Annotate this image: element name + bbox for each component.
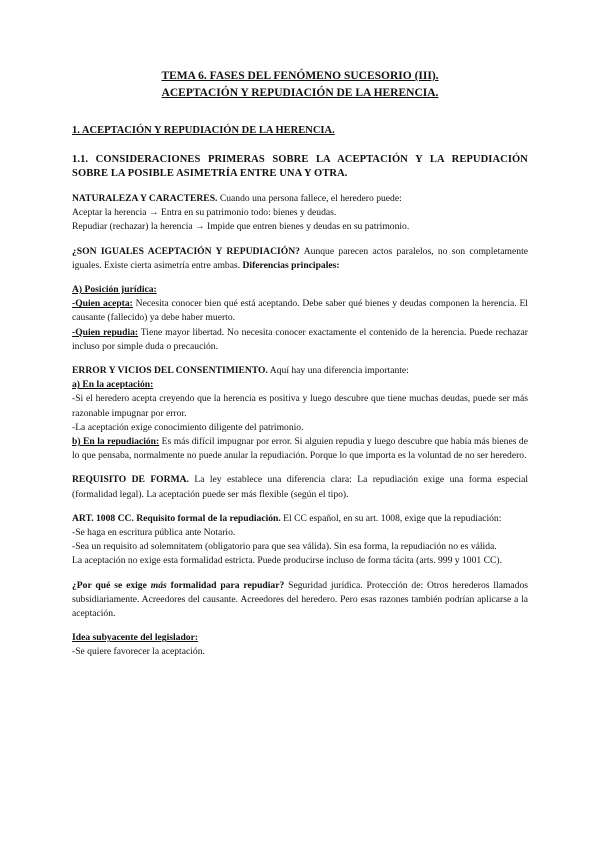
requisito-block (72, 473, 528, 501)
art1008-line-aceptacion: La aceptación no exige esta formalidad estricta. Puede producirse incluso de forma tácita (arts. 999 y 1001 CC). (72, 555, 502, 567)
error-b-label: b) En la repudiación: (72, 436, 160, 448)
naturaleza-label: NATURALEZA Y CARACTERES. (72, 193, 218, 204)
art1008-block (72, 512, 528, 569)
error-a-line-2: -La aceptación exige conocimiento diligente del patrimonio. (72, 421, 304, 433)
quien-acepta-paragraph: -Quien acepta: Necesita conocer bien qué está aceptando. Debe saber qué bienes y deudas componen la herencia. El causante (fallecido) ya debe haber muerto. (72, 298, 528, 324)
section-1-heading: 1. ACEPTACIÓN Y REPUDIACIÓN DE LA HERENCIA. (72, 125, 335, 136)
diferencias-label: Diferencias principales: (242, 259, 340, 271)
title-line-2: ACEPTACIÓN Y REPUDIACIÓN DE LA HERENCIA. (161, 87, 439, 99)
porque-paragraph: ¿Por qué se exige más formalidad para repudiar? Seguridad jurídica. Protección de: Otros herederos llamados subsidiariamente. Acreedores del causante. Acreedores del heredero. Pero esas razones también podrían aplicarse a la aceptación. (72, 579, 528, 620)
requisito-paragraph: REQUISITO DE FORMA. La ley establece una diferencia clara: La repudiación exige una forma especial (formalidad legal). La aceptación puede ser más flexible (según el tipo). (72, 474, 529, 500)
requisito-label: REQUISITO DE FORMA. (72, 474, 189, 486)
error-a-heading: a) En la aceptación: (72, 379, 154, 391)
posicion-heading: A) Posición jurídica: (72, 284, 157, 296)
naturaleza-text: Cuando una persona fallece, el heredero puede: (217, 193, 402, 204)
error-paragraph: ERROR Y VICIOS DEL CONSENTIMIENTO. Aquí hay una diferencia importante: (72, 365, 409, 377)
error-b-paragraph: b) En la repudiación: Es más difícil impugnar por error. Si alguien repudia y luego descubre que había más bienes de lo que pensaba, normalmente no puede anular la repudiación. Porque lo que importa es la voluntad de no ser heredero. (72, 436, 528, 462)
art1008-line-solemnitatem: -Sea un requisito ad solemnitatem (obligatorio para que sea válida). Sin esa forma, la repudiación no es válida. (72, 541, 497, 553)
title-line-1: TEMA 6. FASES DEL FENÓMENO SUCESORIO (III). (161, 70, 439, 82)
quien-repudia-paragraph: -Quien repudia: Tiene mayor libertad. No necesita conocer exactamente el contenido de la herencia. Puede rechazar incluso por simple duda o precaución. (72, 326, 528, 352)
error-label: ERROR Y VICIOS DEL CONSENTIMIENTO. (72, 365, 268, 377)
idea-heading: Idea subyacente del legislador: (72, 632, 199, 644)
art1008-label: ART. 1008 CC. Requisito formal de la repudiación. (72, 512, 281, 524)
error-block (72, 364, 528, 463)
naturaleza-line-repudiar: Repudiar (rechazar) la herencia → Impide que entren bienes y deudas en su patrimonio. (72, 221, 410, 233)
iguales-text: Aunque parecen actos paralelos, no son completamente iguales. Existe cierta asimetría entre ambas. (72, 245, 529, 271)
porque-label: ¿Por qué se exige más formalidad para repudiar? (72, 579, 285, 591)
document-page (72, 68, 528, 660)
error-a-line-1: -Si el heredero acepta creyendo que la herencia es positiva y luego descubre que tiene muchas deudas, puede ser más razonable impugnar por error. (72, 393, 528, 419)
naturaleza-paragraph (72, 192, 528, 206)
subsection-1-1-heading: 1.1. CONSIDERACIONES PRIMERAS SOBRE LA ACEPTACIÓN Y LA REPUDIACIÓN SOBRE LA POSIBLE ASIMETRÍA ENTRE UNA Y OTRA. (72, 154, 528, 179)
quien-repudia-label: -Quien repudia: (72, 326, 139, 338)
art1008-line-escritura: -Se haga en escritura pública ante Notario. (72, 527, 236, 539)
naturaleza-block (72, 192, 528, 235)
idea-line-1: -Se quiere favorecer la aceptación. (72, 646, 205, 658)
naturaleza-line-aceptar: Aceptar la herencia → Entra en su patrimonio todo: bienes y deudas. (72, 207, 337, 219)
art1008-paragraph: ART. 1008 CC. Requisito formal de la repudiación. El CC español, en su art. 1008, exige que la repudiación: (72, 512, 502, 524)
posicion-block (72, 283, 528, 354)
iguales-label: ¿SON IGUALES ACEPTACIÓN Y REPUDIACIÓN? (72, 245, 300, 257)
idea-block (72, 631, 528, 659)
porque-block (72, 579, 528, 622)
iguales-block (72, 245, 528, 273)
quien-acepta-label: -Quien acepta: (72, 298, 133, 310)
iguales-paragraph (72, 245, 528, 273)
